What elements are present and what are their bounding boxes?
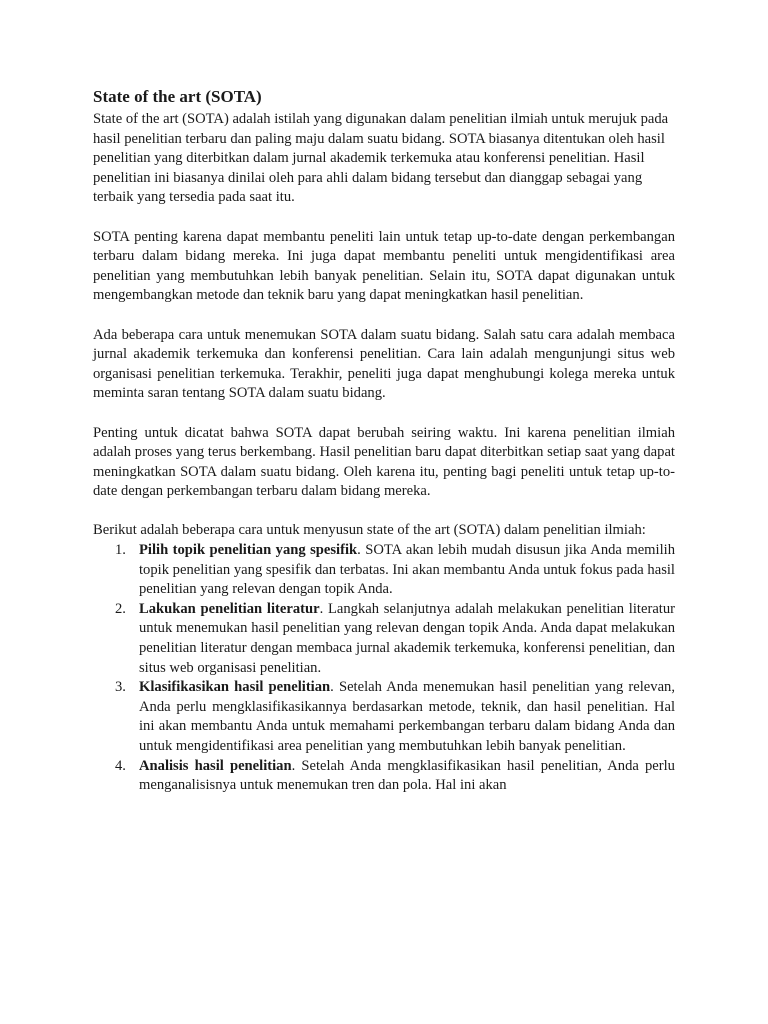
list-item-text: . SOTA akan lebih mudah disusun jika Anda memilih topik penelitian yang spesifik dan terbatas. Ini akan membantu Anda untuk fokus pada hasil penelitian yang relevan dengan topik Anda. <box>139 542 675 598</box>
document-title: State of the art (SOTA) <box>93 87 262 106</box>
list-number: 2. <box>115 600 126 617</box>
paragraph-steps-intro: Berikut adalah beberapa cara untuk menyusun state of the art (SOTA) dalam penelitian ilmiah: <box>93 522 646 539</box>
paragraph-finding-sota: Ada beberapa cara untuk menemukan SOTA dalam suatu bidang. Salah satu cara adalah membaca jurnal akademik terkemuka dan konferensi penelitian. Cara lain adalah mengunjungi situs web organisasi penelitian terkemuka. Terakhir, peneliti juga dapat menghubungi kolega mereka untuk meminta saran tentang SOTA dalam suatu bidang. <box>93 326 675 402</box>
list-item <box>115 757 675 796</box>
list-item <box>115 600 676 678</box>
list-item-text: . Setelah Anda menemukan hasil penelitian yang relevan, Anda perlu mengklasifikasikannya berdasarkan metode, teknik, dan hasil penelitian. Hal ini akan membantu Anda untuk memahami perkembangan terbaru dalam bidang Anda dan untuk mengidentifikasi area penelitian yang membutuhkan lebih banyak penelitian. <box>139 679 675 754</box>
list-item-lead: Analisis hasil penelitian <box>139 757 292 774</box>
list-item-lead: Klasifikasikan hasil penelitian <box>139 679 331 696</box>
list-number: 4. <box>115 757 126 774</box>
paragraph-changes: Penting untuk dicatat bahwa SOTA dapat berubah seiring waktu. Ini karena penelitian ilmiah adalah proses yang terus berkembang. Hasil penelitian baru dapat diterbitkan setiap saat yang dapat meningkatkan SOTA dalam suatu bidang. Oleh karena itu, penting bagi peneliti untuk tetap up-to-date dengan perkembangan terbaru dalam bidang mereka. <box>93 424 675 500</box>
paragraph-importance: SOTA penting karena dapat membantu peneliti lain untuk tetap up-to-date dengan perkembangan terbaru dalam bidang mereka. Ini juga dapat membantu peneliti untuk mengidentifikasi area penelitian yang membutuhkan lebih banyak penelitian. Selain itu, SOTA dapat digunakan untuk mengembangkan metode dan teknik baru yang dapat meningkatkan hasil penelitian. <box>93 228 675 304</box>
paragraph-definition: State of the art (SOTA) adalah istilah yang digunakan dalam penelitian ilmiah untuk merujuk pada hasil penelitian terbaru dan paling maju dalam suatu bidang. SOTA biasanya ditentukan oleh hasil penelitian yang diterbitkan dalam jurnal akademik terkemuka atau konferensi penelitian. Hasil penelitian ini biasanya dinilai oleh para ahli dalam bidang tersebut dan dianggap sebagai yang terbaik yang tersedia pada saat itu. <box>93 111 669 206</box>
paragraph-gap <box>93 306 675 326</box>
list-number: 3. <box>115 679 126 696</box>
list-item-text: . Langkah selanjutnya adalah melakukan penelitian literatur untuk menemukan hasil penelitian yang relevan dengan topik Anda. Anda dapat melakukan penelitian literatur dengan membaca jurnal akademik terkemuka, konferensi penelitian, dan situs web organisasi penelitian. <box>139 600 676 676</box>
steps-list <box>93 541 675 796</box>
list-number: 1. <box>115 542 126 559</box>
list-item-lead: Lakukan penelitian literatur <box>139 600 320 617</box>
document-page <box>93 86 675 796</box>
paragraph-gap <box>93 404 675 424</box>
list-item-text: . Setelah Anda mengklasifikasikan hasil penelitian, Anda perlu menganalisisnya untuk menemukan tren dan pola. Hal ini akan <box>139 757 675 794</box>
paragraph-gap <box>93 502 675 522</box>
list-item <box>115 541 675 600</box>
list-item-lead: Pilih topik penelitian yang spesifik <box>139 542 358 559</box>
paragraph-gap <box>93 208 675 228</box>
list-item <box>115 678 675 756</box>
